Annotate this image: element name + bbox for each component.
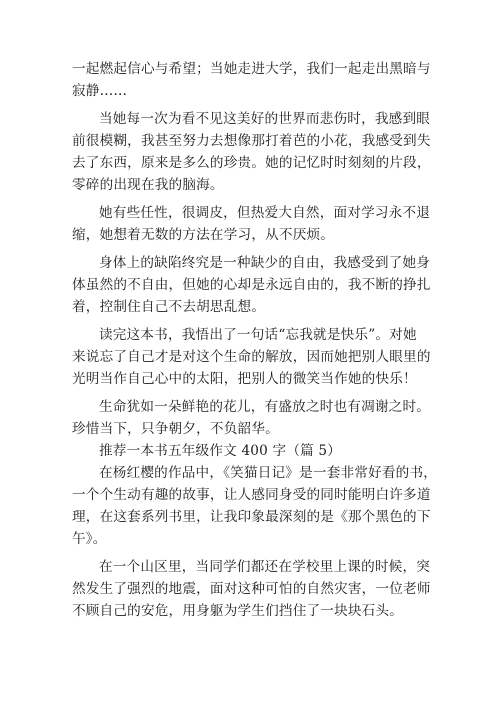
text-line: 一个个生动有趣的故事，让人感同身受的同时能明白许多道 bbox=[72, 487, 431, 503]
heading-text: 推荐一本书五年级作文 400 字（篇 5） bbox=[99, 443, 342, 459]
text-line: 她有些任性，很调皮，但热爱大自然，面对学习永不退 bbox=[99, 205, 431, 221]
text-line: 去了东西，原来是多么的珍贵。她的记忆时时刻刻的片段， bbox=[72, 155, 431, 171]
paragraph-3 bbox=[72, 202, 434, 246]
paragraph-2 bbox=[72, 108, 434, 196]
paragraph-1 bbox=[72, 58, 434, 102]
text-line: 零碎的出现在我的脑海。 bbox=[72, 177, 224, 193]
text-line: 读完这本书，我悟出了一句话“忘我就是快乐”。对她 bbox=[99, 327, 417, 343]
text-line: 来说忘了自己才是对这个生命的解放，因而她把别人眼里的 bbox=[72, 349, 431, 365]
text-line: 前很模糊，我甚至努力去想像那打着芭的小花，我感受到失 bbox=[72, 133, 431, 149]
text-line: 然发生了强烈的地震，面对这种可怕的自然灾害，一位老师 bbox=[72, 581, 431, 597]
text-line: 体虽然的不自由，但她的心却是永远自由的，我不断的挣扎 bbox=[72, 277, 431, 293]
section-heading bbox=[72, 440, 434, 462]
text-line: 不顾自己的安危，用身躯为学生们挡住了一块块石头。 bbox=[72, 603, 404, 619]
text-line: 珍惜当下，只争朝夕，不负韶华。 bbox=[72, 421, 279, 437]
text-line: 寂静…… bbox=[72, 83, 128, 99]
text-line: 在一个山区里，当同学们都还在学校里上课的时候，突 bbox=[99, 559, 431, 575]
text-line: 在杨红樱的作品中，《笑猫日记》是一套非常好看的书， bbox=[99, 465, 438, 481]
paragraph-4 bbox=[72, 252, 434, 318]
text-line: 一起燃起信心与希望；当她走进大学，我们一起走出黑暗与 bbox=[72, 61, 431, 77]
text-line: 当她每一次为看不见这美好的世界而悲伤时，我感到眼 bbox=[99, 111, 431, 127]
text-line: 生命犹如一朵鲜艳的花儿，有盛放之时也有凋谢之时。 bbox=[99, 399, 431, 415]
text-line: 着，控制住自己不去胡思乱想。 bbox=[72, 299, 266, 315]
text-line: 理，在这套系列书里，让我印象最深刻的是《那个黑色的下 bbox=[72, 509, 431, 525]
text-line: 缩，她想着无数的方法在学习，从不厌烦。 bbox=[72, 227, 335, 243]
text-line: 光明当作自己心中的太阳，把别人的微笑当作她的快乐！ bbox=[72, 371, 417, 387]
paragraph-5 bbox=[72, 324, 434, 390]
paragraph-6 bbox=[72, 396, 434, 440]
paragraph-7 bbox=[72, 462, 438, 550]
paragraph-8 bbox=[72, 556, 434, 622]
text-line: 午》。 bbox=[72, 531, 107, 547]
text-line: 身体上的缺陷终究是一种缺少的自由，我感受到了她身 bbox=[99, 255, 431, 271]
document-body bbox=[72, 58, 438, 622]
